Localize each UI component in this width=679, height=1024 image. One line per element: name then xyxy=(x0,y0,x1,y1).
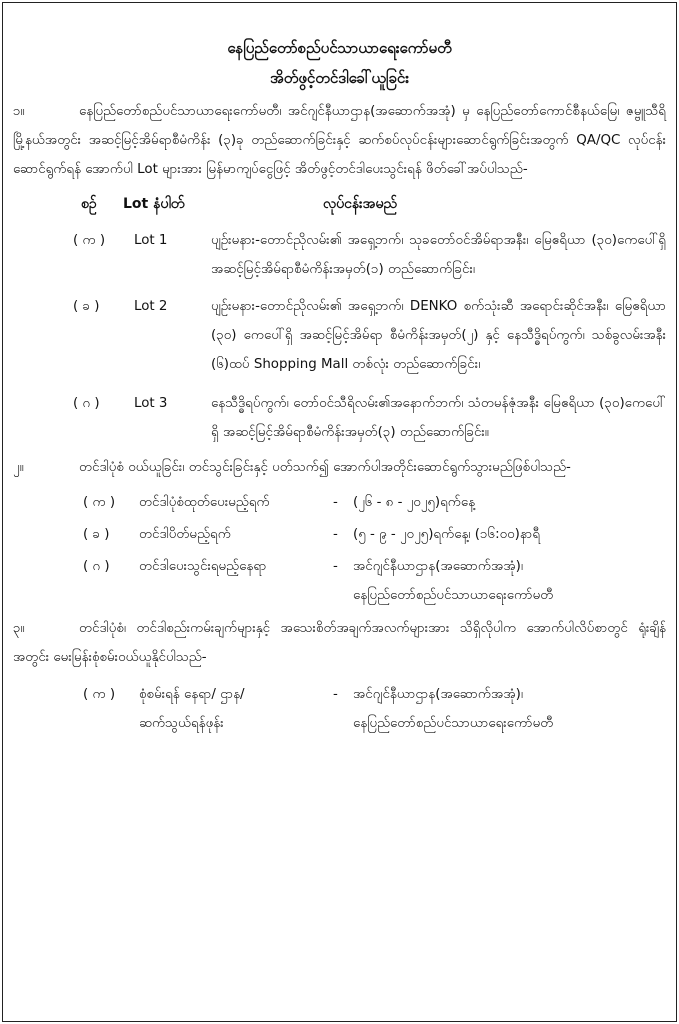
section-2-text: တင်ဒါပုံစံ ဝယ်ယူခြင်း၊ တင်သွင်းခြင်းနှင့် ပတ်သက်၍ အောက်ပါအတိုင်းဆောင်ရွက်သွားမည်ဖြစ်ပါသည်- xyxy=(79,460,571,475)
lot-row-mark: ( ခ ) xyxy=(73,299,100,314)
detail-value-line-2: နေပြည်တော်စည်ပင်သာယာရေးကော်မတီ xyxy=(353,588,554,603)
column-header-lot: Lot နံပါတ် xyxy=(123,196,185,212)
lot-row-description: နေသီဒ္ဓိရပ်ကွက်၊ တော်ဝင်သီရိလမ်း၏အနောက်ဘက်၊ သံတမန်ဇုံအနီး မြေဧရိယာ (၃၀)ကေပေါ်ရှိ အဆင့်မြင့်အိမ်ရာစီမံကိန်းအမှတ်(၃) တည်ဆောက်ခြင်း။ xyxy=(211,396,666,440)
detail-mark: ( က ) xyxy=(83,495,116,510)
lot-row-mark: ( က ) xyxy=(73,233,106,248)
section-3-paragraph xyxy=(13,614,666,672)
detail-mark: ( ဂ ) xyxy=(83,559,110,574)
contact-value-line-1: အင်ဂျင်နီယာဌာန(အဆောက်အအုံ)၊ xyxy=(353,687,523,702)
detail-value: (၂၆ - ၈ - ၂၀၂၅)ရက်နေ့ xyxy=(353,495,476,510)
page-title: နေပြည်တော်စည်ပင်သာယာရေးကော်မတီ xyxy=(227,39,452,57)
detail-label: တင်ဒါပုံစံထုတ်ပေးမည့်ရက် xyxy=(139,495,270,510)
lot-row xyxy=(3,226,676,284)
contact-label-line-1: စုံစမ်းရန် နေရာ/ ဌာန/ xyxy=(139,687,245,702)
detail-dash: - xyxy=(333,559,338,574)
lot-row-name: Lot 2 xyxy=(134,299,168,314)
page-subtitle: အိတ်ဖွင့်တင်ဒါခေါ်ယူခြင်း xyxy=(269,69,409,87)
lot-row-name: Lot 1 xyxy=(134,233,168,248)
tender-detail-row xyxy=(3,520,676,552)
lot-row-description: ပျဉ်းမနား-တောင်ညိုလမ်း၏ အရှေ့ဘက်၊ သုခတော်ဝင်အိမ်ရာအနီး၊ မြေဧရိယာ (၃၀)ကေပေါ်ရှိ အဆင့်မြင့်အိမ်ရာစီမံကိန်းအမှတ်(၁) တည်ဆောက်ခြင်း၊ xyxy=(211,233,666,277)
notice-page xyxy=(2,2,677,1022)
lot-row-name: Lot 3 xyxy=(134,396,168,411)
lot-row xyxy=(3,389,676,447)
detail-value: (၅ - ၉ - ၂၀၂၅)ရက်နေ့၊ (၁၆:၀၀)နာရီ xyxy=(353,527,541,542)
column-header-work: လုပ်ငန်းအမည် xyxy=(323,196,398,212)
contact-mark: ( က ) xyxy=(83,687,116,702)
detail-label: တင်ဒါပေးသွင်းရမည့်နေရာ xyxy=(139,559,267,574)
column-header-no: စဉ် xyxy=(81,196,97,212)
contact-value-line-2: နေပြည်တော်စည်ပင်သာယာရေးကော်မတီ xyxy=(353,716,554,731)
section-1-number: ၁။ xyxy=(13,104,25,119)
section-1-paragraph xyxy=(13,97,666,184)
lot-row xyxy=(3,292,676,379)
section-2-paragraph xyxy=(13,453,666,482)
section-3-text: တင်ဒါပုံစံ၊ တင်ဒါစည်းကမ်းချက်များနှင့် အသေးစိတ်အချက်အလက်များအား သိရှိလိုပါက အောက်ပါလိပ်စာတွင် ရုံးချိန်အတွင်း မေးမြန်းစုံစမ်းဝယ်ယူနိုင်ပါသည်- xyxy=(13,621,666,665)
lot-row-description: ပျဉ်းမနား-တောင်ညိုလမ်း၏ အရှေ့ဘက်၊ DENKO စက်သုံးဆီ အရောင်းဆိုင်အနီး၊ မြေဧရိယာ (၃၀) ကေပေါ်ရှိ အဆင့်မြင့်အိမ်ရာ စီမံကိန်းအမှတ်(၂) နှင့် နေသီဒ္ဓိရပ်ကွက်၊ သစ်ခွလမ်းအနီး (၆)ထပ် Shopping Mall တစ်လုံး တည်ဆောက်ခြင်း၊ xyxy=(211,299,666,372)
section-3-number: ၃။ xyxy=(13,621,25,636)
contact-dash: - xyxy=(333,687,338,702)
lot-row-mark: ( ဂ ) xyxy=(73,396,100,411)
detail-label: တင်ဒါပိတ်မည့်ရက် xyxy=(139,527,231,542)
tender-detail-row xyxy=(3,552,676,614)
section-1-text: နေပြည်တော်စည်ပင်သာယာရေးကော်မတီ၊ အင်ဂျင်နီယာဌာန(အဆောက်အအုံ) မှ နေပြည်တော်ကောင်စီနယ်မြေ၊ ဇမ္ဗူသီရိမြို့နယ်အတွင်း အဆင့်မြင့်အိမ်ရာစီမံကိန်း (၃)ခု တည်ဆောက်ခြင်းနှင့် ဆက်စပ်လုပ်ငန်းများဆောင်ရွက်ခြင်းအတွက် QA/QC လုပ်ငန်းဆောင်ရွက်ရန် အောက်ပါ Lot များအား မြန်မာကျပ်ငွေဖြင့် အိတ်ဖွင့်တင်ဒါပေးသွင်းရန် ဖိတ်ခေါ်အပ်ပါသည်- xyxy=(13,104,666,177)
detail-mark: ( ခ ) xyxy=(83,527,110,542)
section-2-number: ၂။ xyxy=(13,460,24,475)
detail-dash: - xyxy=(333,527,338,542)
lot-table-header xyxy=(3,192,676,220)
contact-label-line-2: ဆက်သွယ်ရန်ဖုန်း xyxy=(139,716,224,731)
contact-row xyxy=(3,680,676,742)
detail-value: အင်ဂျင်နီယာဌာန(အဆောက်အအုံ)၊ xyxy=(353,559,523,574)
tender-detail-row xyxy=(3,488,676,520)
detail-dash: - xyxy=(333,495,338,510)
